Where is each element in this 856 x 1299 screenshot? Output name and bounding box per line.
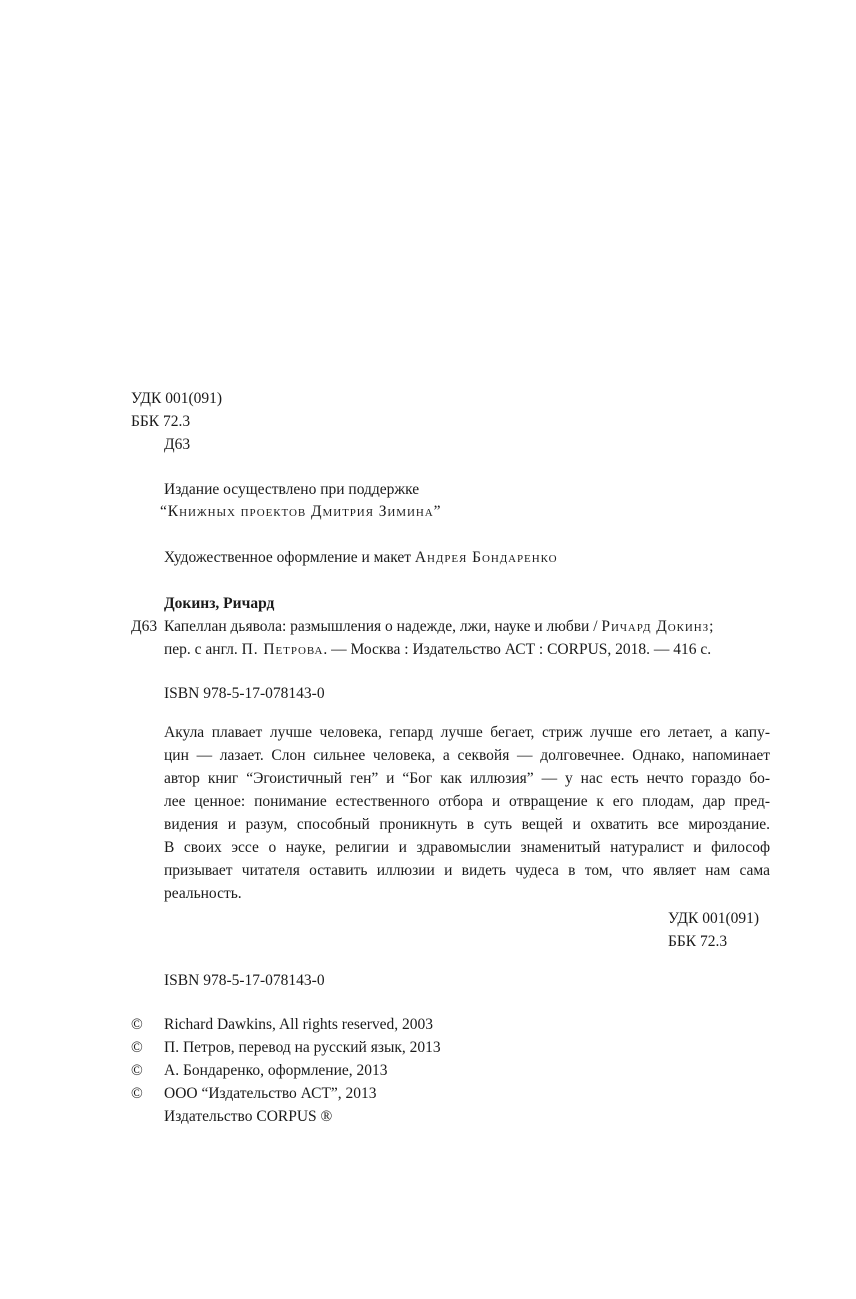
udk-code: УДК 001(091): [131, 390, 223, 407]
bbk-code: ББК 72.3: [131, 413, 191, 430]
annotation-line: видения и разум, способный проникнуть в суть вещей и охватить все мироздание.: [164, 816, 770, 833]
bib-semicolon: ;: [709, 618, 714, 635]
copyright-symbol: ©: [131, 1016, 143, 1033]
annotation-line: призывает читателя оставить иллюзии и видеть чудеса в том, что являет нам сама: [164, 862, 770, 879]
bib-author-credit: Ричард Докинз: [601, 618, 710, 635]
design-credit: [164, 550, 557, 566]
bib-publication: . — Москва : Издательство АСТ : CORPUS, 2018. — 416 с.: [323, 641, 712, 658]
annotation-line: лее ценное: понимание естественного отбора и отвращение к его плодам, дар пред-: [164, 793, 770, 810]
bib-translator: П. Петрова: [241, 641, 324, 658]
designer-name: Андрея Бондаренко: [414, 549, 558, 566]
annotation: [164, 721, 770, 905]
copyright-text: ООО “Издательство АСТ”, 2013: [164, 1085, 377, 1102]
support-line: Издание осуществлено при поддержке: [164, 481, 420, 498]
copyright-symbol: ©: [131, 1062, 143, 1079]
author-mark: Д63: [164, 436, 191, 453]
bib-translation-prefix: пер. с англ.: [164, 641, 242, 658]
support-sponsor: “Книжных проектов Дмитрия Зимина”: [160, 503, 442, 520]
isbn-top: ISBN 978-5-17-078143-0: [164, 685, 325, 702]
isbn-bottom: ISBN 978-5-17-078143-0: [164, 972, 325, 989]
annotation-line: цин — лазает. Слон сильнее человека, а секвойя — долговечнее. Однако, напоминает: [164, 747, 770, 764]
bib-author: Докинз, Ричард: [164, 595, 275, 612]
bib-mark: Д63: [131, 618, 158, 635]
bib-line-2: [164, 642, 711, 658]
copyright-text: А. Бондаренко, оформление, 2013: [164, 1062, 388, 1079]
bib-title: Капеллан дьявола: размышления о надежде, лжи, науке и любви /: [164, 618, 602, 635]
copyright-symbol: ©: [131, 1085, 143, 1102]
publisher-mark: Издательство CORPUS ®: [164, 1108, 333, 1125]
udk-code-right: УДК 001(091): [668, 910, 760, 927]
annotation-line: В своих эссе о науке, религии и здравомыслии знаменитый натуралист и философ: [164, 839, 770, 856]
copyright-text: П. Петров, перевод на русский язык, 2013: [164, 1039, 441, 1056]
annotation-line: автор книг “Эгоистичный ген” и “Бог как иллюзия” — у нас есть нечто гораздо бо-: [164, 770, 770, 787]
annotation-line: Акула плавает лучше человека, гепард лучше бегает, стриж лучше его летает, а капу-: [164, 724, 770, 741]
copyright-text: Richard Dawkins, All rights reserved, 2003: [164, 1016, 434, 1033]
bbk-code-right: ББК 72.3: [668, 933, 728, 950]
copyright-symbol: ©: [131, 1039, 143, 1056]
design-prefix: Художественное оформление и макет: [164, 549, 415, 566]
bib-line-1: [164, 619, 713, 635]
annotation-line: реальность.: [164, 885, 242, 902]
